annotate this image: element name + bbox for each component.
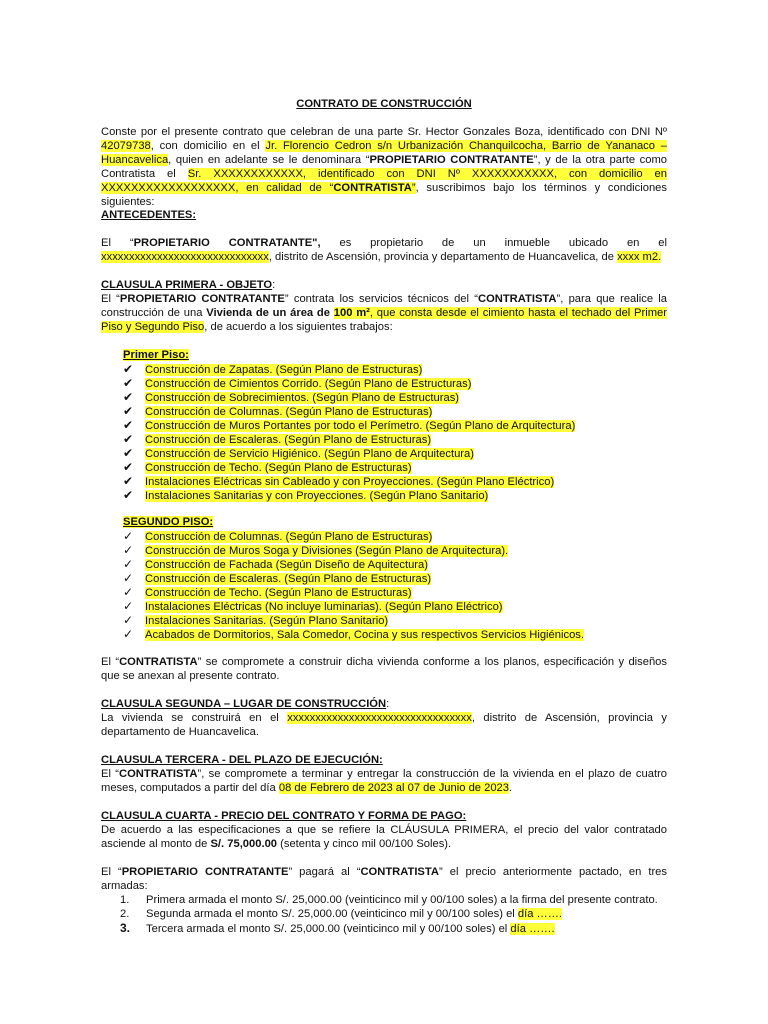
list-item: ✓ Acabados de Dormitorios, Sala Comedor, Cocina y sus respectivos Servicios Higiénicos. <box>123 627 584 641</box>
list-item: ✔ Construcción de Zapatas. (Según Plano de Estructuras) <box>123 362 423 376</box>
clausula-tercera-heading: CLAUSULA TERCERA - DEL PLAZO DE EJECUCIÓN: <box>101 754 383 766</box>
list-item: ✓ Construcción de Techo. (Según Plano de Estructuras) <box>123 585 412 599</box>
check-icon: ✓ <box>123 585 134 599</box>
clausula-primera: CLAUSULA PRIMERA - OBJETO: El “PROPIETARIO CONTRATANTE” contrata los servicios técnicos del “CONTRATISTA”, para que realice la construcción de una Vivienda de un área de 100 m², que consta desde el cimiento hasta el techado del Primer Piso y Segundo Piso, de acuerdo a los siguientes trabajos: <box>101 279 668 333</box>
pago-paragraph: El “PROPIETARIO CONTRATANTE” pagará al “CONTRATISTA” el precio anteriormente pactado, en tres armadas: <box>101 866 667 892</box>
clausula-cuarta: CLAUSULA CUARTA - PRECIO DEL CONTRATO Y FORMA DE PAGO: De acuerdo a las especificaciones a que se refiere la CLÁUSULA PRIMERA, el precio del valor contratado asciende al monto de S/. 75,000.00 (setenta y cinco mil 00/100 Soles). <box>101 810 667 850</box>
construction-area-highlight: 100 m² <box>333 307 370 319</box>
property-location-highlight: xxxxxxxxxxxxxxxxxxxxxxxxxxxxxx <box>101 251 269 263</box>
scope-highlight: , que consta desde el cimiento hasta el techado del Primer Piso y Segundo Piso <box>101 307 667 333</box>
list-item: 2. Segunda armada el monto S/. 25,000.00 (veinticinco mil y 00/100 soles) el día ……. <box>120 908 563 920</box>
check-icon: ✔ <box>123 418 134 432</box>
list-item: ✓ Construcción de Muros Soga y Divisiones (Según Plano de Arquitectura). <box>123 543 509 557</box>
check-icon: ✓ <box>123 627 134 641</box>
list-item: ✔ Construcción de Muros Portantes por todo el Perímetro. (Según Plano de Arquitectura) <box>123 418 576 432</box>
list-item: 3. Tercera armada el monto S/. 25,000.00 (veinticinco mil y 00/100 soles) el día ……. <box>120 921 555 935</box>
list-item: ✓ Construcción de Columnas. (Según Plano de Estructuras) <box>123 529 433 543</box>
compromiso-paragraph: El “CONTRATISTA” se compromete a construir dicha vivienda conforme a los planos, especificación y diseños que se anexan al presente contrato. <box>101 656 668 682</box>
contractor-data-highlight: Sr. XXXXXXXXXXXX, identificado con DNI Nº XXXXXXXXXXX, con domicilio en XXXXXXXXXXXXXXXXXX, en calidad de “CONTRATISTA” <box>101 168 667 194</box>
list-item: ✓ Construcción de Fachada (Según Diseño de Aquitectura) <box>123 557 428 571</box>
construction-location-highlight: xxxxxxxxxxxxxxxxxxxxxxxxxxxxxxxxx <box>287 712 472 724</box>
clausula-segunda: CLAUSULA SEGUNDA – LUGAR DE CONSTRUCCIÓN: La vivienda se construirá en el xxxxxxxxxxxxxxxxxxxxxxxxxxxxxxxxx, distrito de Ascensión, provincia y departamento de Huancavelica. <box>101 698 667 738</box>
clausula-segunda-heading: CLAUSULA SEGUNDA – LUGAR DE CONSTRUCCIÓN <box>101 698 387 710</box>
dni-highlight: 42079738 <box>101 140 151 152</box>
check-icon: ✔ <box>123 362 134 376</box>
primer-piso-list <box>123 348 668 502</box>
check-icon: ✓ <box>123 557 134 571</box>
check-icon: ✔ <box>123 404 134 418</box>
property-area-highlight: xxxx m2. <box>617 251 662 263</box>
check-icon: ✔ <box>123 474 134 488</box>
check-icon: ✓ <box>123 543 134 557</box>
primer-piso-title: Primer Piso: <box>123 349 189 361</box>
list-item: ✔ Construcción de Cimientos Corrido. (Según Plano de Estructuras) <box>123 376 472 390</box>
check-icon: ✔ <box>123 460 134 474</box>
list-item: ✔ Construcción de Servicio Higiénico. (Según Plano de Arquitectura) <box>123 446 474 460</box>
intro-paragraph: Conste por el presente contrato que celebran de una parte Sr. Hector Gonzales Boza, identificado con DNI Nº 42079738, con domicilio en el Jr. Florencio Cedron s/n Urbanización Chanquilcocha, Barrio de Yananaco – Huancavelica, quien en adelante se le denominara “PROPIETARIO CONTRATANTE”, y de la otra parte como Contratista el Sr. XXXXXXXXXXXX, identificado con DNI Nº XXXXXXXXXXX, con domicilio en XXXXXXXXXXXXXXXXXX, en calidad de “CONTRATISTA”, suscribimos bajo los términos y condiciones siguientes: <box>101 126 667 208</box>
list-item: ✓ Instalaciones Sanitarias. (Según Plano Sanitario) <box>123 613 389 627</box>
check-icon: ✓ <box>123 599 134 613</box>
list-item: ✔ Construcción de Columnas. (Según Plano de Estructuras) <box>123 404 433 418</box>
clausula-cuarta-heading: CLAUSULA CUARTA - PRECIO DEL CONTRATO Y FORMA DE PAGO: <box>101 810 467 822</box>
check-icon: ✓ <box>123 613 134 627</box>
check-icon: ✔ <box>123 432 134 446</box>
segundo-piso-list <box>123 515 668 641</box>
list-item: ✔ Construcción de Sobrecimientos. (Según Plano de Estructuras) <box>123 390 460 404</box>
list-item: ✔ Construcción de Techo. (Según Plano de Estructuras) <box>123 460 412 474</box>
check-icon: ✔ <box>123 390 134 404</box>
antecedentes-heading: ANTECEDENTES: <box>101 209 197 221</box>
clausula-tercera: CLAUSULA TERCERA - DEL PLAZO DE EJECUCIÓN: El “CONTRATISTA”, se compromete a terminar y entregar la construcción de la vivienda en el plazo de cuatro meses, computados a partir del día 08 de Febrero de 2023 al 07 de Junio de 2023. <box>101 754 668 794</box>
address-highlight: Jr. Florencio Cedron s/n Urbanización Chanquilcocha, Barrio de Yananaco – Huancavelica <box>101 140 667 166</box>
check-icon: ✔ <box>123 376 134 390</box>
check-icon: ✓ <box>123 529 134 543</box>
list-item: ✓ Instalaciones Eléctricas (No incluye luminarias). (Según Plano Eléctrico) <box>123 599 503 613</box>
list-item: 1. Primera armada el monto S/. 25,000.00 (veinticinco mil y 00/100 soles) a la firma del presente contrato. <box>120 894 658 906</box>
check-icon: ✔ <box>123 488 134 502</box>
check-icon: ✓ <box>123 571 134 585</box>
document-title: CONTRATO DE CONSTRUCCIÓN <box>296 98 472 110</box>
list-item: ✔ Instalaciones Sanitarias y con Proyecciones. (Según Plano Sanitario) <box>123 488 489 502</box>
list-item: ✔ Instalaciones Eléctricas sin Cableado y con Proyecciones. (Según Plano Eléctrico) <box>123 474 555 488</box>
clausula-primera-heading: CLAUSULA PRIMERA - OBJETO <box>101 279 273 291</box>
antecedentes-paragraph: El “PROPIETARIO CONTRATANTE", es propietario de un inmueble ubicado en el xxxxxxxxxxxxxxxxxxxxxxxxxxxxxx, distrito de Ascensión, provincia y departamento de Huancavelica, de xxxx m2. <box>101 237 667 263</box>
segundo-piso-title: SEGUNDO PISO: <box>123 516 214 528</box>
list-item: ✔ Construcción de Escaleras. (Según Plano de Estructuras) <box>123 432 432 446</box>
dates-highlight: 08 de Febrero de 2023 al 07 de Junio de 2023 <box>278 782 510 794</box>
payment-list <box>120 893 680 935</box>
contract-amount: S/. 75,000.00 <box>210 838 278 850</box>
check-icon: ✔ <box>123 446 134 460</box>
contractor-role: CONTRATISTA <box>333 182 412 194</box>
list-item: ✓ Construcción de Escaleras. (Según Plano de Estructuras) <box>123 571 432 585</box>
owner-role: PROPIETARIO CONTRATANTE <box>369 154 534 166</box>
